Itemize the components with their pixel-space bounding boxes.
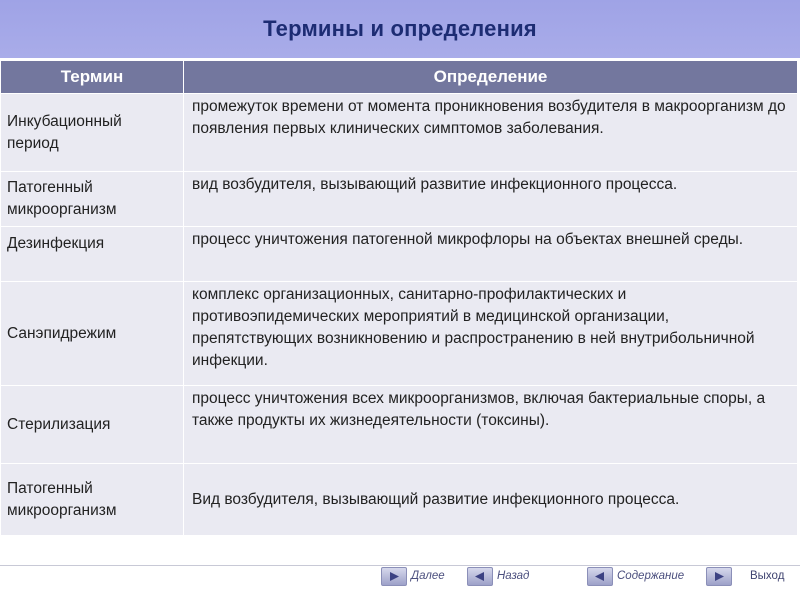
term-cell: Санэпидрежим — [1, 282, 184, 386]
definition-cell: вид возбудителя, вызывающий развитие инфекционного процесса. — [184, 172, 798, 227]
back-label: Назад — [497, 570, 530, 582]
term-cell: Патогенный микроорганизм — [1, 464, 184, 536]
definition-cell: процесс уничтожения всех микроорганизмов, включая бактериальные споры, а также продукты их жизнедеятельности (токсины). — [184, 386, 798, 464]
table-row — [1, 172, 798, 227]
exit-button[interactable] — [706, 565, 784, 587]
table-row — [1, 94, 798, 172]
next-button[interactable] — [381, 565, 445, 587]
table-row — [1, 464, 798, 536]
exit-label: Выход — [750, 570, 785, 582]
terms-table — [0, 60, 798, 536]
contents-arrow-icon — [587, 567, 613, 586]
table-header-row — [1, 61, 798, 94]
term-cell: Дезинфекция — [1, 227, 184, 282]
table-row — [1, 282, 798, 386]
next-label: Далее — [411, 570, 445, 582]
back-arrow-icon — [467, 567, 493, 586]
definition-cell: комплекс организационных, санитарно-профилактических и противоэпидемических мероприятий в медицинской организации, препятствующих возникновению и распространению в ней внутрибольничной инфекции. — [184, 282, 798, 386]
next-arrow-icon — [381, 567, 407, 586]
column-header-definition: Определение — [184, 61, 798, 94]
contents-label: Содержание — [617, 570, 685, 582]
contents-button[interactable] — [587, 565, 684, 587]
page-title: Термины и определения — [263, 16, 537, 41]
definition-cell: промежуток времени от момента проникновения возбудителя в макроорганизм до появления первых клинических симптомов заболевания. — [184, 94, 798, 172]
table-row — [1, 386, 798, 464]
exit-arrow-icon — [706, 567, 732, 586]
table-row — [1, 227, 798, 282]
column-header-term: Термин — [1, 61, 184, 94]
definition-cell: процесс уничтожения патогенной микрофлоры на объектах внешней среды. — [184, 227, 798, 282]
term-cell: Инкубационный период — [1, 94, 184, 172]
title-bar — [0, 0, 800, 58]
definition-cell: Вид возбудителя, вызывающий развитие инфекционного процесса. — [184, 464, 798, 536]
back-button[interactable] — [467, 565, 529, 587]
term-cell: Патогенный микроорганизм — [1, 172, 184, 227]
term-cell: Стерилизация — [1, 386, 184, 464]
